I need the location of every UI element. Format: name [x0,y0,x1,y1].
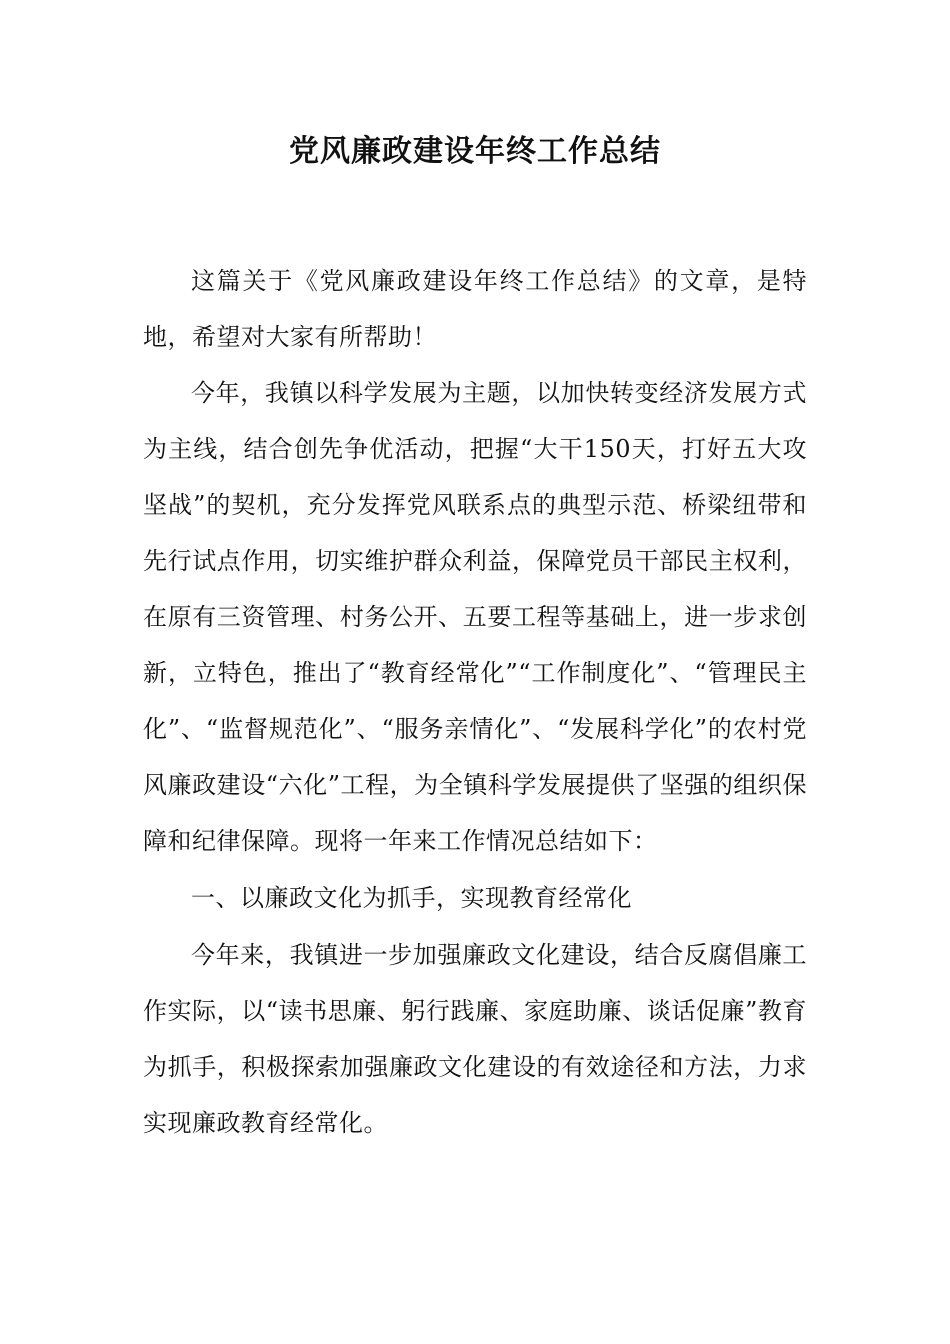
summary-paragraph: 今年，我镇以科学发展为主题，以加快转变经济发展方式为主线，结合创先争优活动，把握“大干150天，打好五大攻坚战”的契机，充分发挥党风联系点的典型示范、桥梁纽带和先行试点作用，切实维护群众利益，保障党员干部民主权利，在原有三资管理、村务公开、五要工程等基础上，进一步求创新，立特色，推出了“教育经常化”“工作制度化”、“管理民主化”、“监督规范化”、“服务亲情化”、“发展科学化”的农村党风廉政建设“六化”工程，为全镇科学发展提供了坚强的组织保障和纪律保障。现将一年来工作情况总结如下： [143,379,807,855]
document-body [143,253,807,1151]
section-paragraph: 今年来，我镇进一步加强廉政文化建设，结合反腐倡廉工作实际，以“读书思廉、躬行践廉、家庭助廉、谈话促廉”教育为抓手，积极探索加强廉政文化建设的有效途径和方法，力求实现廉政教育经常化。 [143,941,807,1137]
section-heading: 一、以廉政文化为抓手，实现教育经常化 [191,884,632,912]
intro-paragraph: 这篇关于《党风廉政建设年终工作总结》的文章，是特地，希望对大家有所帮助！ [143,267,807,351]
page-title: 党风廉政建设年终工作总结 [289,134,661,169]
